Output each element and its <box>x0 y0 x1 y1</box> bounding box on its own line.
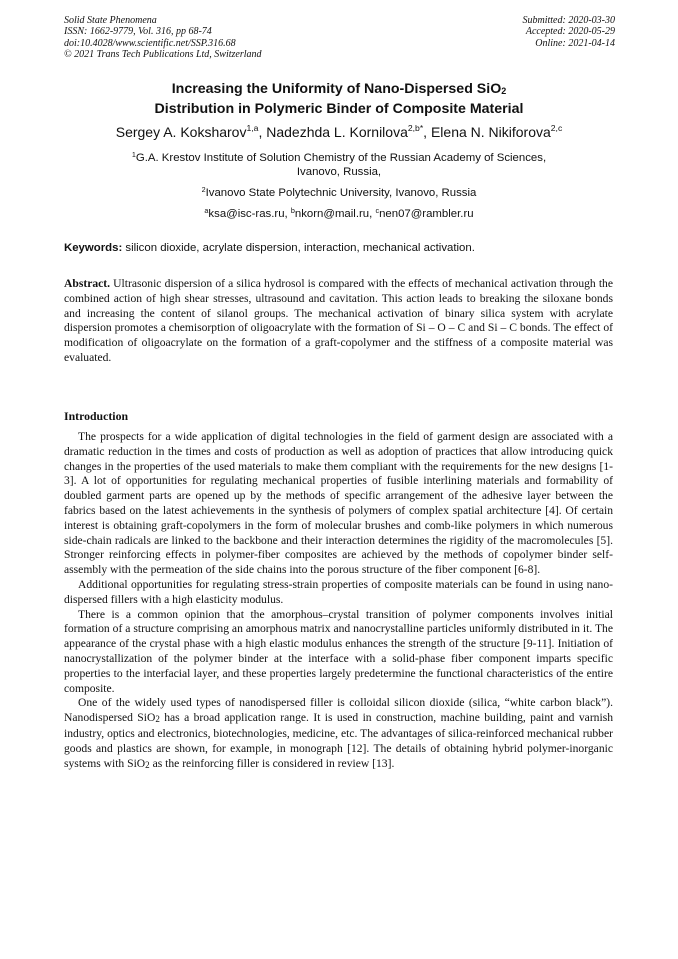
email-link[interactable]: nen07@rambler.ru <box>379 208 474 220</box>
author-name: Nadezhda L. Kornilova <box>266 124 408 140</box>
author-name: Elena N. Nikiforova <box>430 124 551 140</box>
author-affiliation-mark: 1,a <box>246 123 259 133</box>
keywords-label: Keywords: <box>64 242 123 254</box>
journal-header <box>64 15 262 61</box>
paragraph: Additional opportunities for regulating stress-strain properties of composite materials can be found in using nano-dispersed fillers with a high elasticity modulus. <box>64 577 613 606</box>
author-list: Sergey A. Koksharov$^{1,a}$, Nadezhda L. Kornilova$^{2,b*}$, Elena N. Nikiforova$^{2,c}$ <box>115 123 563 140</box>
journal-issn: ISSN: 1662-9779, Vol. 316, pp 68-74 <box>64 26 212 38</box>
paragraph: One of the widely used types of nanodispersed filler is colloidal silicon dioxide (silica, “white carbon black”). Nanodispersed SiO2 has a broad application range. It is used in construction, machine building, paint and varnish industry, optics and electronics, biotechnologies, medicine, etc. The advantages of silica-reinforced mechanical rubber goods and plastics are shown, for example, in monograph [12]. The details of obtaining hybrid polymer-inorganic systems with SiO2 as the reinforcing filler is considered in review [13]. <box>64 696 614 770</box>
abstract-label: Abstract. <box>64 277 111 290</box>
email-link[interactable]: ksa@isc-ras.ru <box>208 208 285 220</box>
author-affiliation-mark: 2,c <box>550 123 563 133</box>
keywords <box>64 241 475 255</box>
online-date: Online: 2021-04-14 <box>535 37 615 49</box>
journal-name: Solid State Phenomena <box>64 15 157 26</box>
affiliation-1: $^1$G.A. Krestov Institute of Solution Chemistry of the Russian Academy of Sciences, Ivanovo, Russia, <box>131 150 547 178</box>
journal-doi: doi:10.4028/www.scientific.net/SSP.316.68 <box>64 37 236 49</box>
dates-header <box>523 15 616 49</box>
accepted-date: Accepted: 2020-05-29 <box>525 26 615 38</box>
keywords-text: silicon dioxide, acrylate dispersion, interaction, mechanical activation. <box>122 242 475 254</box>
paragraph: The prospects for a wide application of digital technologies in the field of garment design are associated with a dramatic reduction in the times and costs of production as well as adoption of practices that allow introducing quick changes in the properties of the used materials to make them compliant with the requirements for the new designs [1-3]. A lot of opportunities for regulating mechanical properties of fusible interlining materials and formability of doubled garment parts are opened up by the methods of specific arrangement of the adhesive layer between the fabrics based on the latest achievements in the synthesis of polymers of complex spatial architecture [4]. Of certain interest is obtaining graft-copolymers in the form of molecular brushes and comb-like polymers in which numerous side-chain radicals are linked to the backbone and their interaction determines the rigidity of the macromolecules [5]. Stronger reinforcing effects in polymer-fiber composites are achieved by the methods of copolymer binder self-assembly with the permeation of the side chains into the porous structure of the fiber component [6-8]. <box>64 430 613 577</box>
submitted-date: Submitted: 2020-03-30 <box>522 15 615 26</box>
title-line-2: Distribution in Polymeric Binder of Composite Material <box>154 101 524 117</box>
paper-title <box>40 80 638 118</box>
paragraph: There is a common opinion that the amorphous–crystal transition of polymer components involves initial formation of a structure comprising an amorphous matrix and nanocrystalline particles uniformly distributed in it. The appearance of the crystal phase with a high elastic modulus enhances the strength of the structure [9-11]. Initiation of nanocrystallization of the polymer binder at the interface with a solid-phase fiber component imparts specific properties to the interfacial layer, and these properties largely predetermine the functional characteristics of the entire composite. <box>64 607 613 695</box>
section-heading-introduction: Introduction <box>64 409 129 423</box>
abstract-paragraph <box>64 277 613 366</box>
introduction-body <box>64 430 613 772</box>
title-line-1: Increasing the Uniformity of Nano-Dispersed SiO2 <box>171 81 507 97</box>
author-name: Sergey A. Koksharov <box>115 124 247 140</box>
author-emails: $^a$ksa@isc-ras.ru, $^b$nkorn@mail.ru, $^c$nen07@rambler.ru <box>204 206 474 220</box>
journal-copyright: © 2021 Trans Tech Publications Ltd, Switzerland <box>64 49 262 61</box>
email-link[interactable]: nkorn@mail.ru <box>294 208 370 220</box>
author-affiliation-mark: 2,b* <box>407 123 424 133</box>
affiliation-2: $^2$Ivanovo State Polytechnic University, Ivanovo, Russia <box>201 185 477 199</box>
abstract-text: Ultrasonic dispersion of a silica hydrosol is compared with the effects of mechanical activation through the combined action of high shear stresses, ultrasound and cavitation. This action leads to breaking the siloxane bonds and increasing the content of silanol groups. The mechanical activation of binary silica system with acrylate dispersion promotes a chemisorption of oligoacrylate with the formation of Si – O – C and Si – C bonds. The effect of modification of oligoacrylate on the formation of a graft-copolymer and the stiffness of a composite material was evaluated. <box>64 277 613 364</box>
abstract <box>64 277 613 366</box>
